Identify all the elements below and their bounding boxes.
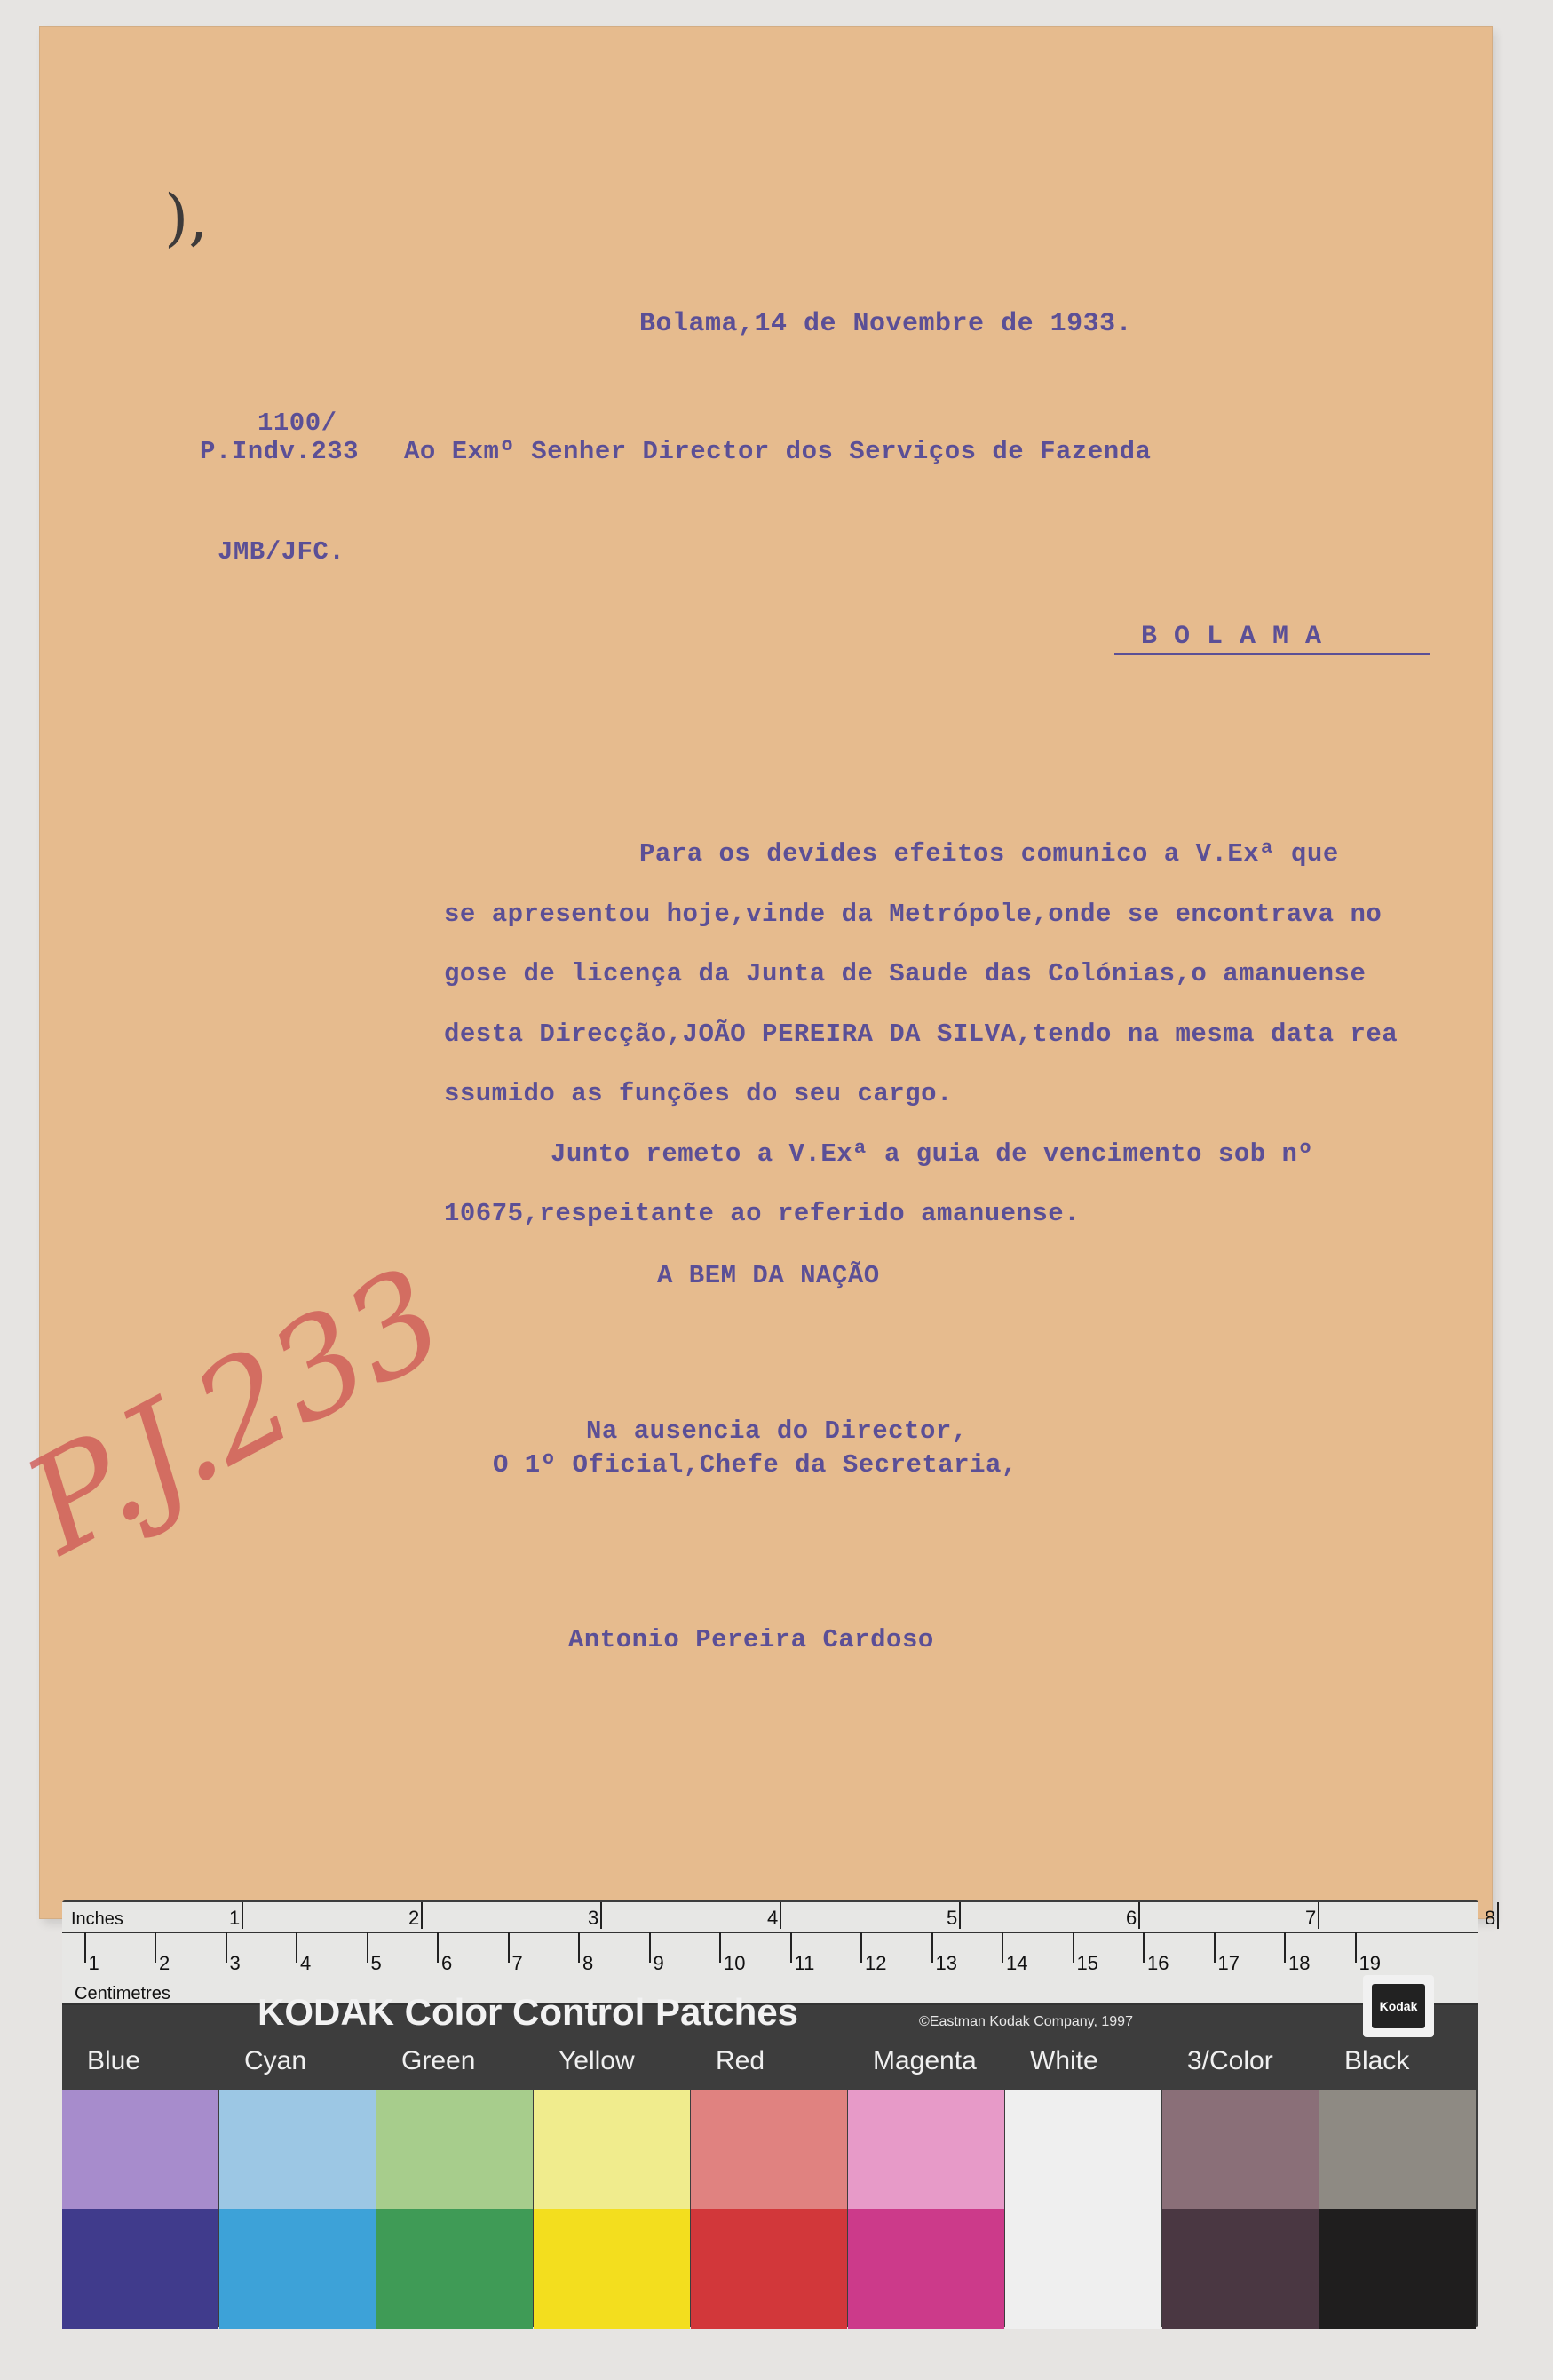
cm-number: 19 <box>1359 1952 1381 1974</box>
patch-top-black <box>1319 2090 1476 2209</box>
cm-number: 8 <box>582 1952 594 1974</box>
body-line-1: Para os devides efeitos comunico a V.Exª que <box>639 839 1339 869</box>
city-underline <box>1114 653 1430 655</box>
patch-top-red <box>691 2090 847 2209</box>
cm-number: 1 <box>88 1952 99 1974</box>
patch-label-3-color: 3/Color <box>1187 2046 1273 2075</box>
cm-number: 9 <box>653 1952 664 1974</box>
kodak-logo-icon <box>1363 1975 1434 2037</box>
patch-label-blue: Blue <box>87 2046 141 2075</box>
cm-number: 3 <box>229 1952 241 1974</box>
patch-label-magenta: Magenta <box>873 2046 977 2075</box>
inch-tick <box>421 1902 423 1929</box>
cm-number: 4 <box>300 1952 312 1974</box>
city-heading: B O L A M A <box>1141 622 1322 652</box>
cm-tick <box>1002 1932 1003 1963</box>
patch-bottom-magenta <box>848 2209 1004 2329</box>
cm-tick <box>437 1932 439 1963</box>
closing-salutation: A BEM DA NAÇÃO <box>657 1261 880 1290</box>
body-line-2: se apresentou hoje,vinde da Metrópole,onde se encontrava no <box>444 900 1383 929</box>
patch-top-blue <box>62 2090 218 2209</box>
cm-tick <box>1355 1932 1357 1963</box>
ruler-inches-label: Inches <box>71 1909 123 1929</box>
inch-tick <box>1138 1902 1140 1929</box>
chart-title: KODAK Color Control Patches <box>258 1991 799 2033</box>
body-line-5: ssumido as funções do seu cargo. <box>444 1079 953 1108</box>
patch-bottom-blue <box>62 2209 218 2329</box>
initials: JMB/JFC. <box>218 537 345 567</box>
inch-number: 3 <box>588 1907 599 1929</box>
cm-tick <box>790 1932 792 1963</box>
patch-label-white: White <box>1030 2046 1098 2075</box>
patch-top-green <box>376 2090 533 2209</box>
cm-number: 2 <box>159 1952 170 1974</box>
cm-number: 11 <box>794 1952 815 1974</box>
inch-number: 2 <box>408 1907 420 1929</box>
inch-number: 6 <box>1126 1907 1137 1929</box>
cm-number: 16 <box>1147 1952 1169 1974</box>
patch-top-white <box>1005 2090 1161 2209</box>
inch-tick <box>959 1902 961 1929</box>
cm-tick <box>719 1932 721 1963</box>
reference-line: P.Indv.233 <box>200 437 360 466</box>
patch-label-green: Green <box>401 2046 476 2075</box>
pencil-mark: ), <box>164 181 209 254</box>
cm-tick <box>367 1932 368 1963</box>
cm-tick <box>860 1932 862 1963</box>
addressee: Ao Exmº Senher Director dos Serviços de Fazenda <box>404 437 1152 466</box>
inch-tick <box>780 1902 781 1929</box>
cm-number: 10 <box>724 1952 746 1974</box>
kodak-logo-text: Kodak <box>1372 1984 1425 2028</box>
patch-label-cyan: Cyan <box>244 2046 307 2075</box>
cm-tick <box>1284 1932 1286 1963</box>
cm-number: 17 <box>1217 1952 1240 1974</box>
cm-number: 12 <box>865 1952 887 1974</box>
cm-number: 14 <box>1006 1952 1028 1974</box>
inch-tick <box>242 1902 243 1929</box>
cm-tick <box>931 1932 933 1963</box>
chart-copyright: ©Eastman Kodak Company, 1997 <box>919 2014 1133 2029</box>
signature-line-1: Na ausencia do Director, <box>586 1416 968 1446</box>
ruler-cm-label: Centimetres <box>75 1984 170 2003</box>
body-second-paragraph: Junto remeto a V.Exª a guia de vencimento sob nº <box>551 1139 1314 1169</box>
cm-tick <box>1214 1932 1216 1963</box>
patch-label-yellow: Yellow <box>559 2046 635 2075</box>
cm-tick <box>226 1932 227 1963</box>
cm-tick <box>84 1932 86 1963</box>
reference-number: 1100/ <box>258 409 337 438</box>
patch-top-cyan <box>219 2090 376 2209</box>
patch-bottom-yellow <box>534 2209 690 2329</box>
cm-tick <box>508 1932 510 1963</box>
patch-label-red: Red <box>716 2046 765 2075</box>
patch-bottom-red <box>691 2209 847 2329</box>
cm-tick <box>155 1932 156 1963</box>
ruler <box>62 1902 1496 2005</box>
cm-number: 6 <box>441 1952 453 1974</box>
body-line-4: desta Direcção,JOÃO PEREIRA DA SILVA,tendo na mesma data rea <box>444 1019 1398 1049</box>
kodak-color-chart <box>62 1900 1496 2327</box>
cm-tick <box>1073 1932 1074 1963</box>
signature-line-2: O 1º Oficial,Chefe da Secretaria, <box>493 1450 1018 1480</box>
patch-bottom-green <box>376 2209 533 2329</box>
inch-tick <box>600 1902 602 1929</box>
patch-top-magenta <box>848 2090 1004 2209</box>
patch-bottom-cyan <box>219 2209 376 2329</box>
cm-number: 7 <box>511 1952 523 1974</box>
cm-tick <box>1143 1932 1145 1963</box>
letter-page <box>40 27 1492 1918</box>
red-handwritten-annotation: P.J.233 <box>3 1239 469 1584</box>
date-line: Bolama,14 de Novembre de 1933. <box>639 309 1133 339</box>
body-line-3: gose de licença da Junta de Saude das Colónias,o amanuense <box>444 959 1367 988</box>
inch-number: 8 <box>1485 1907 1496 1929</box>
cm-tick <box>578 1932 580 1963</box>
cm-number: 18 <box>1288 1952 1311 1974</box>
inch-number: 4 <box>767 1907 779 1929</box>
inch-tick <box>1318 1902 1319 1929</box>
patch-bottom-3-color <box>1162 2209 1319 2329</box>
cm-number: 5 <box>370 1952 382 1974</box>
inch-number: 5 <box>947 1907 958 1929</box>
cm-number: 13 <box>935 1952 957 1974</box>
patch-bottom-black <box>1319 2209 1476 2329</box>
body-third-line: 10675,respeitante ao referido amanuense. <box>444 1199 1081 1228</box>
patch-top-3-color <box>1162 2090 1319 2209</box>
patch-top-yellow <box>534 2090 690 2209</box>
patch-label-black: Black <box>1344 2046 1410 2075</box>
cm-tick <box>649 1932 651 1963</box>
cm-number: 15 <box>1076 1952 1098 1974</box>
signature-name: Antonio Pereira Cardoso <box>568 1625 934 1654</box>
cm-tick <box>296 1932 297 1963</box>
patch-bottom-white <box>1005 2209 1161 2329</box>
inch-tick <box>1497 1902 1499 1929</box>
inch-number: 1 <box>229 1907 241 1929</box>
inch-number: 7 <box>1305 1907 1317 1929</box>
